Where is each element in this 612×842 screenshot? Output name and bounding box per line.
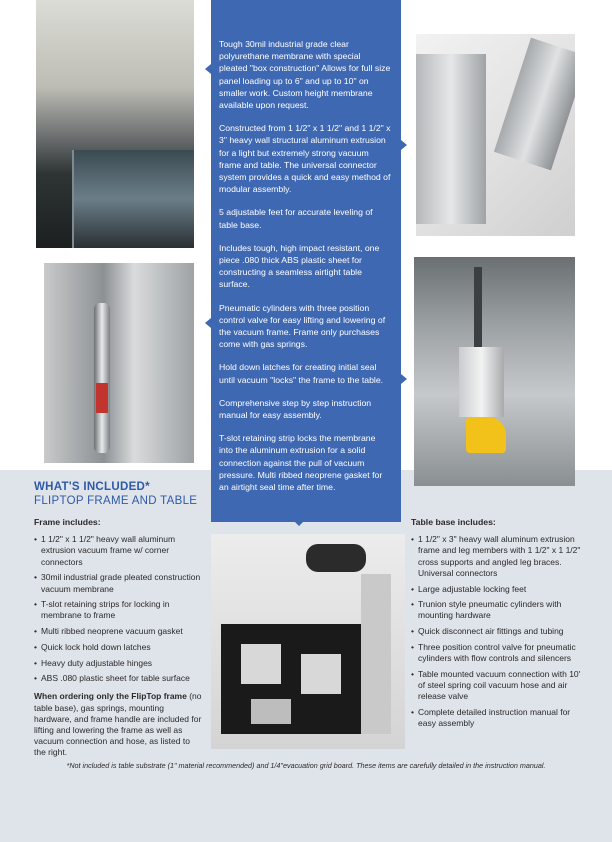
table-base-includes bbox=[411, 517, 581, 734]
table-base-heading: Table base includes: bbox=[411, 517, 496, 527]
connector-photo bbox=[416, 34, 575, 236]
frame-includes bbox=[34, 517, 204, 759]
section-title-line2: FLIPTOP FRAME AND TABLE bbox=[34, 495, 198, 507]
list-item: • Heavy duty adjustable hinges bbox=[34, 658, 204, 669]
frame-heading: Frame includes: bbox=[34, 517, 101, 527]
membrane-photo bbox=[36, 0, 194, 248]
frame-list bbox=[34, 534, 204, 684]
arrow-right-icon bbox=[401, 140, 407, 150]
arrow-right-icon bbox=[401, 374, 407, 384]
pneumatic-cylinder-photo bbox=[44, 263, 194, 463]
list-item: • Quick disconnect air fittings and tubing bbox=[411, 626, 581, 637]
extrusion-bar bbox=[416, 54, 486, 224]
feature-extrusion: Constructed from 1 1/2" x 1 1/2" and 1 1/2" x 3" heavy wall structural aluminum extrusion for a light but extremely strong vacuum frame and table. The universal connector system provides a quick and easy method of modular assembly. bbox=[219, 123, 391, 195]
ordering-note bbox=[34, 691, 204, 758]
feature-manual: Comprehensive step by step instruction manual for easy assembly. bbox=[219, 397, 372, 421]
list-item: • 1 1/2" x 3" heavy wall aluminum extrusion frame and leg members with 1 1/2" x 1 1/2" cross supports and angled leg braces. Universal connectors bbox=[411, 534, 581, 579]
list-item: • Complete detailed instruction manual for easy assembly bbox=[411, 707, 581, 729]
ordering-note-bold: When ordering only the FlipTop frame bbox=[34, 691, 187, 702]
list-item: • Quick lock hold down latches bbox=[34, 642, 204, 653]
list-item: • Multi ribbed neoprene vacuum gasket bbox=[34, 626, 204, 637]
footnote: *Not included is table substrate (1" material recommended) and 1/4"evacuation grid board. These items are carefully detailed in the instruction manual. bbox=[66, 761, 546, 770]
feature-latches: Hold down latches for creating initial seal until vacuum "locks" the frame to the table. bbox=[219, 362, 384, 385]
ordering-note-text: (no table base), gas springs, mounting hardware, and frame handle are included for lifting and lowering the frame as well as vacuum connection and hose, as listed to the right. bbox=[34, 691, 202, 758]
list-item: • Table mounted vacuum connection with 10' of steel spring coil vacuum hose and air release valve bbox=[411, 669, 581, 703]
feature-abs-sheet: Includes tough, high impact resistant, one piece .080 thick ABS plastic sheet for constructing a seamless airtight table surface. bbox=[219, 242, 380, 290]
list-item: • T-slot retaining strips for locking in membrane to frame bbox=[34, 599, 204, 621]
latch-body bbox=[459, 347, 504, 417]
features-panel bbox=[211, 0, 401, 522]
feature-membrane: Tough 30mil industrial grade clear polyurethane membrane with special pleated "box construction" Allows for full size panel loading up to 6" and up to 10" on smaller work. Custom height membrane available upon request. bbox=[219, 39, 391, 111]
arrow-left-icon bbox=[205, 318, 211, 328]
section-title-line1: WHAT'S INCLUDED* bbox=[34, 481, 150, 493]
extrusion-profile-photo bbox=[211, 534, 405, 749]
cylinder-rod bbox=[94, 303, 110, 453]
latch-photo bbox=[414, 257, 575, 486]
feature-tslot: T-slot retaining strip locks the membrane into the aluminum extrusion for a solid connection against the pull of vacuum pressure. Multi ribbed neoprene gasket for an airtight seal time after time. bbox=[219, 433, 383, 493]
list-item: • ABS .080 plastic sheet for table surface bbox=[34, 673, 204, 684]
latch-yellow-grip bbox=[466, 417, 506, 453]
feature-pneumatic: Pneumatic cylinders with three position control valve for easy lifting and lowering of the vacuum frame. Frame only purchases come with gas springs. bbox=[219, 302, 386, 350]
section-title bbox=[34, 481, 204, 507]
list-item: • Three position control valve for pneumatic cylinders with flow controls and silencers bbox=[411, 642, 581, 664]
list-item: • Trunion style pneumatic cylinders with mounting hardware bbox=[411, 599, 581, 621]
list-item: • 30mil industrial grade pleated construction vacuum membrane bbox=[34, 572, 204, 594]
list-item: • 1 1/2" x 1 1/2" heavy wall aluminum extrusion vacuum frame w/ corner connectors bbox=[34, 534, 204, 568]
feature-feet: 5 adjustable feet for accurate leveling of table base. bbox=[219, 207, 373, 230]
list-item: • Large adjustable locking feet bbox=[411, 584, 581, 595]
table-base-list bbox=[411, 534, 581, 729]
arrow-down-icon bbox=[293, 520, 305, 526]
frame-edge-detail bbox=[72, 150, 194, 248]
extrusion-bar-angled bbox=[494, 38, 575, 171]
arrow-left-icon bbox=[205, 64, 211, 74]
cylinder-label bbox=[96, 383, 108, 413]
